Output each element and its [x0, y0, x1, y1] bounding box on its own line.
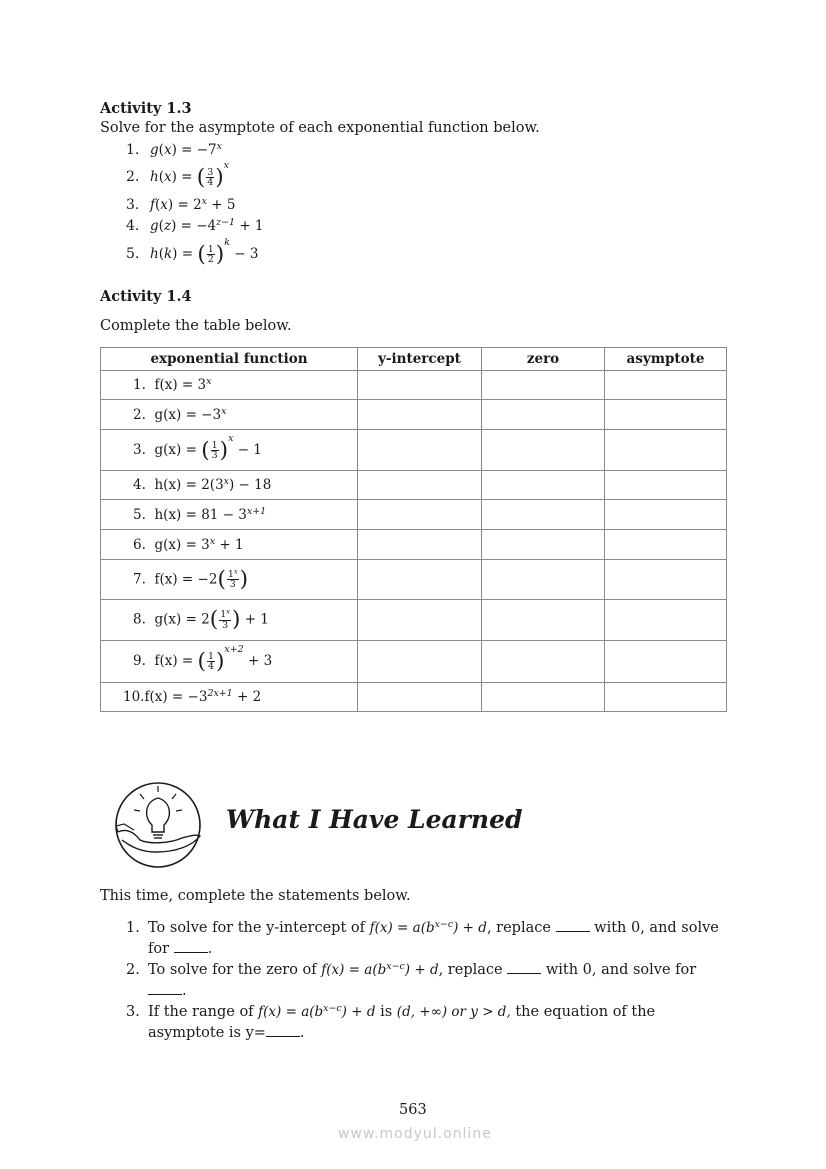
y-intercept-cell[interactable] [358, 600, 482, 641]
activity-1-3-instruction: Solve for the asymptote of each exponential function below. [100, 120, 540, 136]
statements-list [126, 918, 728, 1044]
y-intercept-cell[interactable] [358, 471, 482, 500]
function-cell: $10.f(x) = -3^{2x+1} + 2$ [101, 683, 358, 712]
header-y-intercept: y-intercept [358, 348, 482, 371]
statement-2: 2. To solve for the zero of $f(x) = a(b^{x-c}) + d$, replace with 0, and solve for . [126, 960, 697, 999]
function-cell: 7. f(x) = −2( $\frac{1^x}{3}$ ) [101, 560, 358, 600]
header-asymptote: asymptote [605, 348, 727, 371]
zero-cell[interactable] [482, 683, 605, 712]
answer-blank[interactable] [556, 919, 590, 932]
zero-cell[interactable] [482, 560, 605, 600]
zero-cell[interactable] [482, 471, 605, 500]
function-cell: 9. f(x) = ( $\frac{1}{4}$ )$^{x+2}$ + 3 [101, 641, 358, 683]
lightbulb-hand-icon [112, 780, 206, 874]
activity-1-3-list [126, 139, 264, 272]
list-item: 3. $f(x) = 2^x + 5$ [126, 195, 236, 213]
watermark: www.modyul.online [338, 1126, 492, 1142]
function-cell: 6. $g(x) = 3^x + 1$ [101, 530, 358, 560]
zero-cell[interactable] [482, 500, 605, 530]
y-intercept-cell[interactable] [358, 560, 482, 600]
answer-blank[interactable] [507, 961, 541, 974]
zero-cell[interactable] [482, 530, 605, 560]
function-cell: 4. $h(x) = 2(3^x) - 18$ [101, 471, 358, 500]
function-cell: 8. g(x) = 2( $\frac{1^x}{3}$ ) + 1 [101, 600, 358, 641]
asymptote-cell[interactable] [605, 430, 727, 471]
list-item: 4. $g(z) = -4^{z-1} + 1$ [126, 216, 264, 234]
asymptote-cell[interactable] [605, 400, 727, 430]
function-cell: 1. $f(x) = 3^x$ [101, 371, 358, 400]
function-cell: 3. g(x) = ( $\frac{1}{3}$ )$^x$ − 1 [101, 430, 358, 471]
statement-1: 1. To solve for the y-intercept of $f(x) = a(b^{x-c}) + d$, replace with 0, and solve for . [126, 918, 719, 957]
y-intercept-cell[interactable] [358, 500, 482, 530]
asymptote-cell[interactable] [605, 471, 727, 500]
y-intercept-cell[interactable] [358, 683, 482, 712]
list-item: 1. $g(x) = -7^x$ [126, 140, 222, 158]
header-zero: zero [482, 348, 605, 371]
y-intercept-cell[interactable] [358, 371, 482, 400]
header-function: exponential function [101, 348, 358, 371]
answer-blank[interactable] [266, 1024, 300, 1037]
section-heading: What I Have Learned [226, 805, 523, 834]
table-row [101, 683, 727, 712]
table-row [101, 530, 727, 560]
list-item: 5. h(k) = ( $\frac{1}{2}$ )$^k$ − 3 [126, 236, 259, 267]
table-row [101, 600, 727, 641]
table-row [101, 500, 727, 530]
asymptote-cell[interactable] [605, 500, 727, 530]
function-cell: 2. $g(x) = -3^x$ [101, 400, 358, 430]
activity-1-3-title: Activity 1.3 [100, 100, 192, 117]
activity-1-4-title: Activity 1.4 [100, 288, 192, 305]
function-table [100, 347, 727, 712]
zero-cell[interactable] [482, 641, 605, 683]
zero-cell[interactable] [482, 400, 605, 430]
asymptote-cell[interactable] [605, 530, 727, 560]
list-item: 2. h(x) = ( $\frac{3}{4}$ )$^x$ [126, 159, 229, 190]
y-intercept-cell[interactable] [358, 641, 482, 683]
table-row [101, 560, 727, 600]
asymptote-cell[interactable] [605, 683, 727, 712]
asymptote-cell[interactable] [605, 560, 727, 600]
table-row [101, 400, 727, 430]
zero-cell[interactable] [482, 371, 605, 400]
table-header-row [101, 348, 727, 371]
asymptote-cell[interactable] [605, 600, 727, 641]
function-cell: 5. $h(x) = 81 - 3^{x+1}$ [101, 500, 358, 530]
table-row [101, 430, 727, 471]
answer-blank[interactable] [148, 982, 182, 995]
asymptote-cell[interactable] [605, 371, 727, 400]
y-intercept-cell[interactable] [358, 400, 482, 430]
page-number: 563 [399, 1102, 427, 1118]
activity-1-4-instruction: Complete the table below. [100, 318, 292, 334]
zero-cell[interactable] [482, 600, 605, 641]
table-row [101, 371, 727, 400]
y-intercept-cell[interactable] [358, 430, 482, 471]
asymptote-cell[interactable] [605, 641, 727, 683]
learned-intro: This time, complete the statements below. [100, 888, 411, 904]
y-intercept-cell[interactable] [358, 530, 482, 560]
table-row [101, 641, 727, 683]
zero-cell[interactable] [482, 430, 605, 471]
statement-3: 3. If the range of $f(x) = a(b^{x-c}) + d$ is (d, +∞) or y > d, the equation of the asymptote is y= . [126, 1002, 656, 1041]
table-row [101, 471, 727, 500]
answer-blank[interactable] [174, 940, 208, 953]
